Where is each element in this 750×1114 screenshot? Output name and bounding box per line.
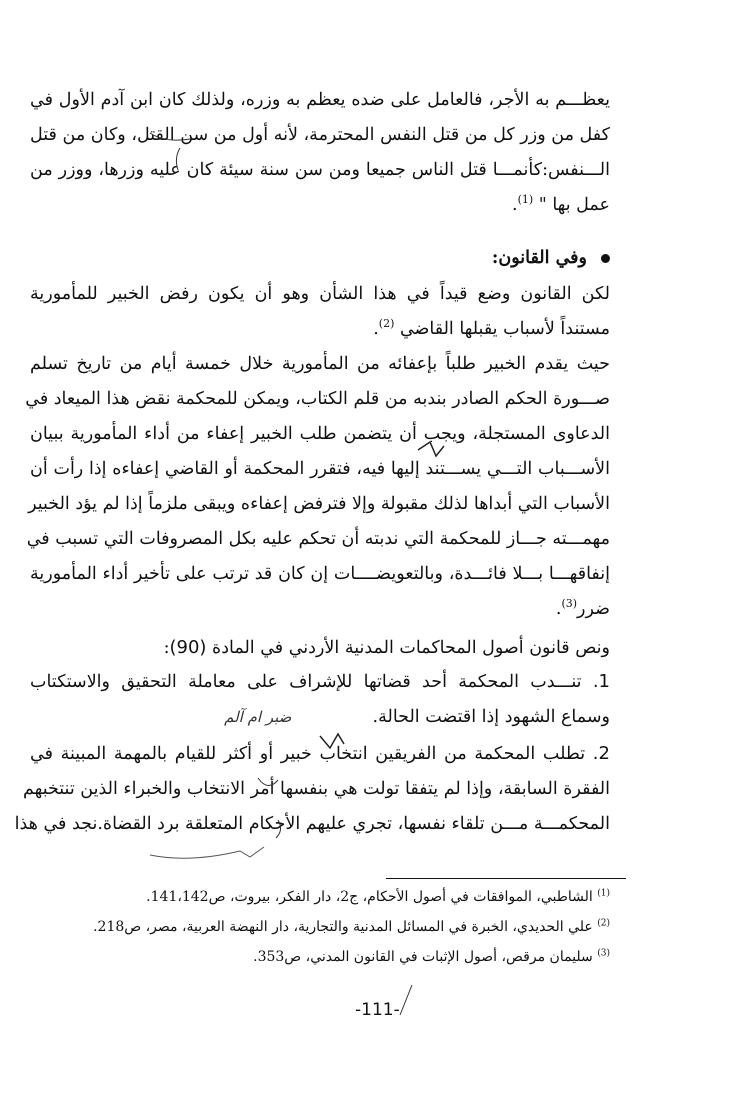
para-line-3: الدعاوى المستجلة، ويجب أن يتضمن طلب الخبير إعفاء من أداء المأمورية ببيان <box>30 424 610 444</box>
footnote-1-mark: (1) <box>597 888 610 899</box>
footnote-2-text: علي الحديدي، الخبرة في المسائل المدنية والتجارية، دار النهضة العربية، مصر، ص218. <box>93 919 593 935</box>
footnote-ref-1: (1) <box>517 193 534 207</box>
law-line-2-text: مستنداً لأسباب يقبلها القاضي <box>399 319 610 339</box>
page-number: -111- <box>355 1000 400 1020</box>
body-line-3: الـــنفس:كأنمـــا قتل الناس جميعا ومن سن سنة سيئة كان عليه وزرها، ووزر من <box>30 160 610 180</box>
handwritten-note: ضبر ام آلم <box>224 708 292 726</box>
section-heading-text: وفي القانون: <box>491 248 587 268</box>
para-line-1: حيث يقدم الخبير طلباً بإعفائه من المأمورية خلال خمسة أيام من تاريخ تسلم <box>30 354 610 374</box>
article-intro <box>30 630 610 666</box>
para-line-7: إنفاقهـــا بـــلا فائـــدة، وبالتعويضــــات إن كان قد ترتب على تأخير أداء المأمورية <box>30 564 610 584</box>
para-line-8-text: ضرر <box>577 599 610 619</box>
footnote-2-mark: (2) <box>597 918 610 929</box>
footnote-2 <box>50 916 610 938</box>
bullet-icon <box>601 254 610 263</box>
footnote-1 <box>50 886 610 908</box>
footnote-3 <box>50 946 610 968</box>
law-line-2: مستنداً لأسباب يقبلها القاضي $^{(2)}$. <box>373 317 610 339</box>
article-intro-text: ونص قانون أصول المحاكمات المدنية الأردني في المادة <box>212 638 610 658</box>
section-heading <box>30 240 610 276</box>
item-2-line-3: المحكمـــة مـــن تلقاء نفسها، تجري عليهم الأحكام المتعلقة برد القضاة.نجد في هذا <box>14 814 610 834</box>
body-line-4: عمل بها " $^{(1)}$. <box>511 193 610 215</box>
article-number: (90) <box>169 637 207 658</box>
body-line-4-text: عمل بها " <box>538 195 610 215</box>
para-line-5: الأسباب التي أبداها لذلك مقبولة وإلا فترفض إعفاءه ويبقى ملزماً إذا لم يؤد الخبير <box>28 494 610 514</box>
item-1-line-1 <box>30 664 610 700</box>
body-line-2: كفل من وزر كل من قتل النفس المحترمة، لأنه أول من سن القتل، وكان من قتل <box>30 125 610 145</box>
footnote-divider <box>386 878 626 879</box>
footnote-ref-2: (2) <box>378 317 395 331</box>
para-line-4: الأســـباب التـــي يســـتند إليها فيه، فتقرر المحكمة أو القاضي إعفاءه إذا رأت أن <box>30 459 610 479</box>
item-2-line-2: الفقرة السابقة، وإذا لم يتفقا تولت هي بنفسها أمر الانتخاب والخبراء الذين تنتخبهم <box>22 779 610 799</box>
item-2-line-1 <box>30 736 610 772</box>
item-1-line-2 <box>30 699 610 735</box>
item-2-number: 2. <box>592 743 610 764</box>
para-line-2: صـــورة الحكم الصادر بندبه من قلم الكتاب، ويمكن للمحكمة نقض هذا الميعاد في <box>25 389 610 409</box>
item-1-text: تنـــدب المحكمة أحد قضاتها للإشراف على معاملة التحقيق والاستكتاب <box>30 672 582 692</box>
item-1-line-2-text: وسماع الشهود إذا اقتضت الحالة. <box>372 707 610 727</box>
footnote-3-text: سليمان مرقص، أصول الإثبات في القانون المدني، ص353. <box>253 949 593 965</box>
body-line-1: يعظـــم به الأجر، فالعامل على ضده يعظم به وزره، ولذلك كان ابن آدم الأول في <box>30 90 610 110</box>
para-line-8: ضرر$^{(3)}$. <box>555 597 610 619</box>
footnote-3-mark: (3) <box>597 948 610 959</box>
item-1-number: 1. <box>592 671 610 692</box>
para-line-6: مهمـــته جـــاز للمحكمة التي ندبته أن تحكم عليه بكل المصروفات التي تسبب في <box>26 529 610 549</box>
footnote-1-text: الشاطبي، الموافقات في أصول الأحكام، ج2، دار الفكر، بيروت، ص141،142. <box>146 889 593 905</box>
law-line-1: لكن القانون وضع قيداً في هذا الشأن وهو أن يكون رفض الخبير للمأمورية <box>30 284 610 304</box>
item-2-text: تطلب المحكمة من الفريقين انتخاب خبير أو أكثر للقيام بالمهمة المبينة في <box>30 744 586 764</box>
article-colon: : <box>163 638 170 658</box>
footnote-ref-3: (3) <box>561 597 578 611</box>
